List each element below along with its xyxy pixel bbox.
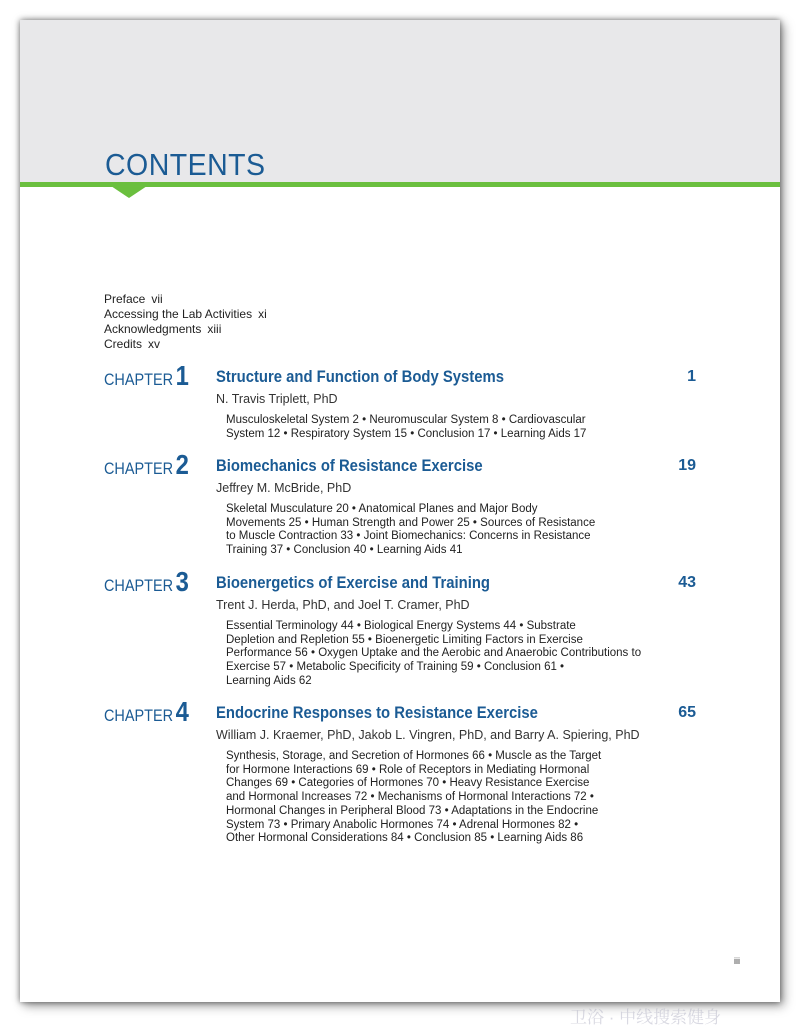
- chapter-label: [104, 698, 189, 726]
- front-matter-label: Acknowledgments: [104, 322, 202, 336]
- topic-line: for Hormone Interactions 69 • Role of Receptors in Mediating Hormonal: [226, 763, 590, 776]
- chapter-label: [104, 568, 189, 596]
- topic-line: Learning Aids 62: [226, 674, 312, 687]
- chapter-number: 2: [175, 449, 189, 480]
- chapter-number: 1: [175, 360, 189, 391]
- chapter-authors: William J. Kraemer, PhD, Jakob L. Vingren, PhD, and Barry A. Spiering, PhD: [216, 728, 640, 742]
- header-notch: [111, 186, 147, 198]
- chapter-topics: [226, 414, 671, 441]
- topic-line: Changes 69 • Categories of Hormones 70 • Heavy Resistance Exercise: [226, 777, 590, 790]
- front-matter-label: Accessing the Lab Activities: [104, 307, 253, 321]
- document-page: [20, 20, 780, 1002]
- topic-line: Training 37 • Conclusion 40 • Learning Aids 41: [226, 544, 463, 557]
- topic-line: Musculoskeletal System 2 • Neuromuscular System 8 • Cardiovascular: [226, 414, 586, 426]
- topic-line: Performance 56 • Oxygen Uptake and the Aerobic and Anaerobic Contributions to: [226, 647, 642, 660]
- front-matter-item[interactable]: [104, 307, 267, 322]
- chapter-authors: Jeffrey M. McBride, PhD: [216, 481, 352, 495]
- chapter-page-number[interactable]: 65: [678, 704, 696, 721]
- chapter-page-number[interactable]: 19: [678, 457, 696, 474]
- front-matter-page: xi: [258, 307, 267, 321]
- chapter-title-link[interactable]: Endocrine Responses to Resistance Exercise: [216, 704, 538, 722]
- chapter-title-link[interactable]: Structure and Function of Body Systems: [216, 368, 504, 386]
- chapter-word: CHAPTER: [104, 459, 174, 478]
- front-matter-item[interactable]: [104, 292, 267, 307]
- front-matter-label: Credits: [104, 337, 143, 351]
- chapter-label: [104, 362, 189, 390]
- front-matter-label: Preface: [104, 292, 146, 306]
- chapter-number: 3: [175, 566, 189, 597]
- front-matter-page: xiii: [207, 322, 222, 336]
- chapter-topics: [226, 503, 671, 558]
- topic-line: Exercise 57 • Metabolic Specificity of Training 59 • Conclusion 61 •: [226, 661, 565, 674]
- front-matter-list: [104, 292, 267, 352]
- page-title: CONTENTS: [105, 147, 266, 182]
- topic-line: Depletion and Repletion 55 • Bioenergetic Limiting Factors in Exercise: [226, 633, 583, 646]
- front-matter-item[interactable]: [104, 322, 267, 337]
- chapter-word: CHAPTER: [104, 370, 174, 389]
- front-matter-item[interactable]: [104, 337, 267, 352]
- topic-line: to Muscle Contraction 33 • Joint Biomechanics: Concerns in Resistance: [226, 530, 591, 543]
- chapter-word: CHAPTER: [104, 576, 174, 595]
- topic-line: System 12 • Respiratory System 15 • Conclusion 17 • Learning Aids 17: [226, 427, 587, 440]
- chapter-page-number[interactable]: 1: [687, 368, 696, 385]
- topic-line: Other Hormonal Considerations 84 • Conclusion 85 • Learning Aids 86: [226, 832, 584, 845]
- topic-line: Movements 25 • Human Strength and Power 25 • Sources of Resistance: [226, 516, 596, 529]
- chapter-topics: [226, 750, 671, 846]
- front-matter-page: vii: [151, 292, 163, 306]
- chapter-authors: N. Travis Triplett, PhD: [216, 392, 338, 406]
- topic-line: Synthesis, Storage, and Secretion of Hormones 66 • Muscle as the Target: [226, 750, 602, 762]
- topic-line: and Hormonal Increases 72 • Mechanisms of Hormonal Interactions 72 •: [226, 791, 594, 804]
- chapter-label: [104, 451, 189, 479]
- watermark: 卫浴 · 中线搜索健身: [570, 1008, 722, 1027]
- chapter-number: 4: [175, 696, 189, 727]
- chapter-topics: [226, 620, 671, 689]
- chapter-title-link[interactable]: Biomechanics of Resistance Exercise: [216, 457, 483, 475]
- front-matter-page: xv: [148, 337, 161, 351]
- chapter-word: CHAPTER: [104, 706, 174, 725]
- page-folio: iii: [734, 956, 740, 966]
- chapter-title-link[interactable]: Bioenergetics of Exercise and Training: [216, 574, 490, 592]
- topic-line: Hormonal Changes in Peripheral Blood 73 • Adaptations in the Endocrine: [226, 804, 599, 817]
- chapter-authors: Trent J. Herda, PhD, and Joel T. Cramer, PhD: [216, 598, 470, 612]
- topic-line: System 73 • Primary Anabolic Hormones 74 • Adrenal Hormones 82 •: [226, 818, 579, 831]
- topic-line: Essential Terminology 44 • Biological Energy Systems 44 • Substrate: [226, 620, 576, 632]
- topic-line: Skeletal Musculature 20 • Anatomical Planes and Major Body: [226, 503, 538, 515]
- chapter-page-number[interactable]: 43: [678, 574, 696, 591]
